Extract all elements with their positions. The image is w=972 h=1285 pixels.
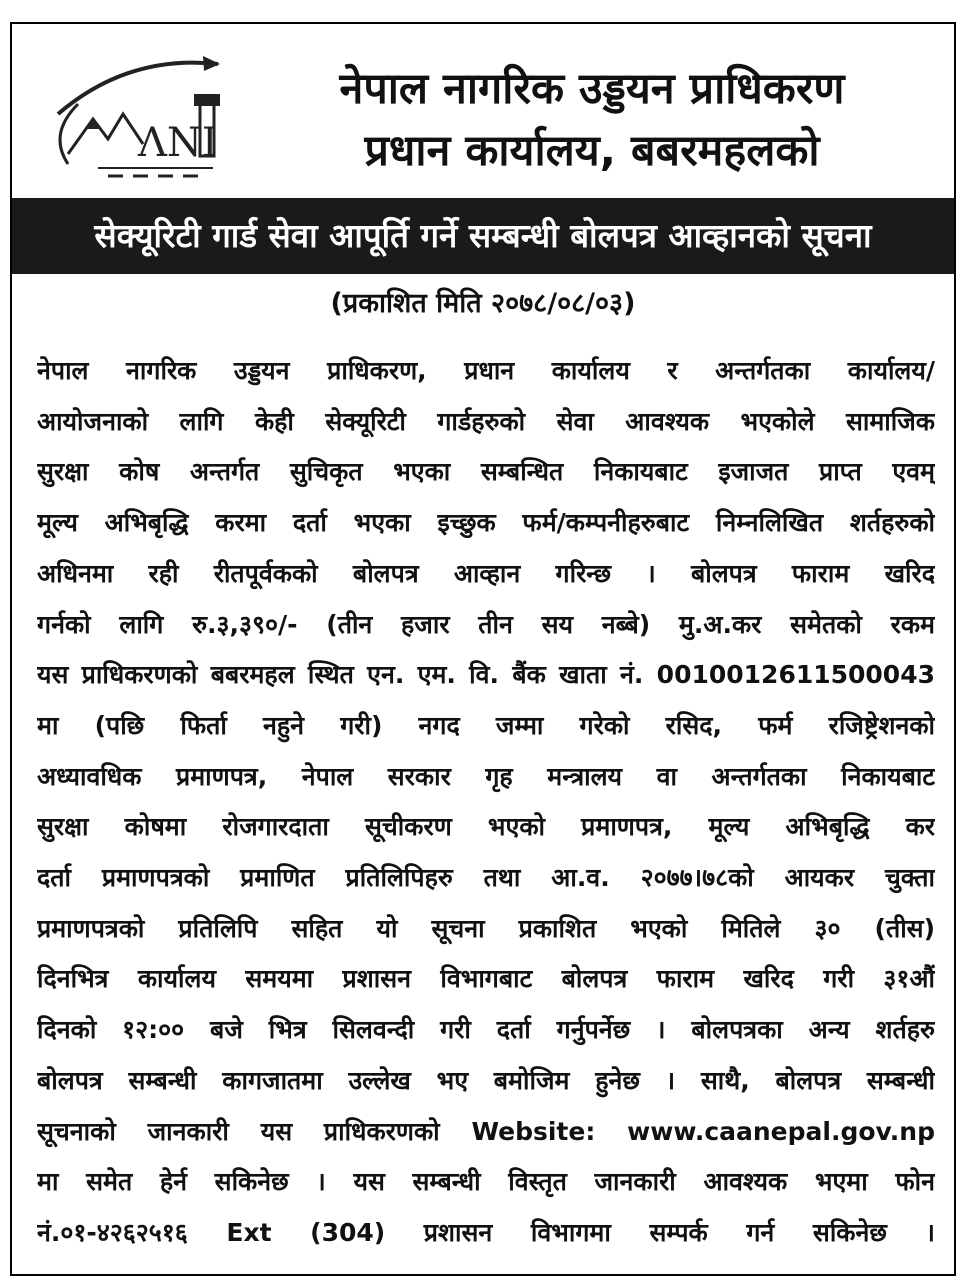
body-line: दिनभित्र कार्यालय समयमा प्रशासन विभागबाट बोलपत्र फाराम खरिद गरी ३१औं <box>37 964 935 994</box>
body-line: मा समेत हेर्न सकिनेछ । यस सम्बन्धी विस्तृत जानकारी आवश्यक भएमा फोन <box>37 1167 935 1197</box>
body-line: सुरक्षा कोष अन्तर्गत सुचिकृत भएका सम्बन्धित निकायबाट इजाजत प्राप्त एवम् <box>37 457 935 487</box>
org-name-line1: नेपाल नागरिक उड्डयन प्राधिकरण <box>339 64 845 114</box>
organization-name <box>242 58 942 182</box>
body-line: बोलपत्र सम्बन्धी कागजातमा उल्लेख भए बमोजिम हुनेछ । साथै, बोलपत्र सम्बन्धी <box>37 1065 935 1095</box>
body-line: नेपाल नागरिक उड्डयन प्राधिकरण, प्रधान कार्यालय र अन्तर्गतका कार्यालय/ <box>37 356 935 385</box>
body-line: सूचनाको जानकारी यस प्राधिकरणको Website: www.caanepal.gov.np <box>37 1116 935 1146</box>
body-line: आयोजनाको लागि केही सेक्यूरिटी गार्डहरुको सेवा आवश्यक भएकोले सामाजिक <box>37 406 935 436</box>
body-line: प्रमाणपत्रको प्रतिलिपि सहित यो सूचना प्रकाशित भएको मितिले ३० (तीस) <box>37 913 935 943</box>
notice-body <box>37 346 935 1259</box>
notice-title: सेक्यूरिटी गार्ड सेवा आपूर्ति गर्ने सम्बन्धी बोलपत्र आव्हानको सूचना <box>12 198 954 274</box>
body-line: दिनको १२:०० बजे भित्र सिलवन्दी गरी दर्ता गर्नुपर्नेछ । बोलपत्रका अन्य शर्तहरु <box>37 1015 935 1045</box>
published-date: (प्रकाशित मिति २०७८/०८/०३) <box>330 288 636 319</box>
body-line: सुरक्षा कोषमा रोजगारदाता सूचीकरण भएको प्रमाणपत्र, मूल्य अभिबृद्धि कर <box>37 812 935 842</box>
body-line: मा (पछि फिर्ता नहुने गरी) नगद जम्मा गरेको रसिद, फर्म रजिष्ट्रेशनको <box>37 710 935 740</box>
org-name-line2: प्रधान कार्यालय, बबरमहलको <box>364 126 820 176</box>
body-line: नं.०१-४२६२५१६ Ext (304) प्रशासन विभागमा सम्पर्क गर्न सकिनेछ । <box>37 1217 935 1247</box>
body-line: अध्यावधिक प्रमाणपत्र, नेपाल सरकार गृह मन्त्रालय वा अन्तर्गतका निकायबाट <box>37 761 935 791</box>
body-line: मूल्य अभिबृद्धि करमा दर्ता भएका इच्छुक फर्म/कम्पनीहरुबाट निम्नलिखित शर्तहरुको <box>37 508 935 538</box>
notice-frame <box>10 22 956 1276</box>
body-line: अधिनमा रही रीतपूर्वकको बोलपत्र आव्हान गरिन्छ । बोलपत्र फाराम खरिद <box>37 558 935 588</box>
body-line: यस प्राधिकरणको बबरमहल स्थित एन. एम. वि. बैंक खाता नं. 0010012611500043 <box>37 660 935 690</box>
body-line: दर्ता प्रमाणपत्रको प्रमाणित प्रतिलिपिहरु तथा आ.व. २०७७।७८को आयकर चुक्ता <box>37 863 935 893</box>
svg-text:ɅNI: ɅNI <box>138 120 218 166</box>
caan-logo-icon <box>38 44 228 184</box>
notice-header <box>12 24 954 198</box>
body-line: गर्नको लागि रु.३,३९०/- (तीन हजार तीन सय नब्बे) मु.अ.कर समेतको रकम <box>37 609 935 639</box>
